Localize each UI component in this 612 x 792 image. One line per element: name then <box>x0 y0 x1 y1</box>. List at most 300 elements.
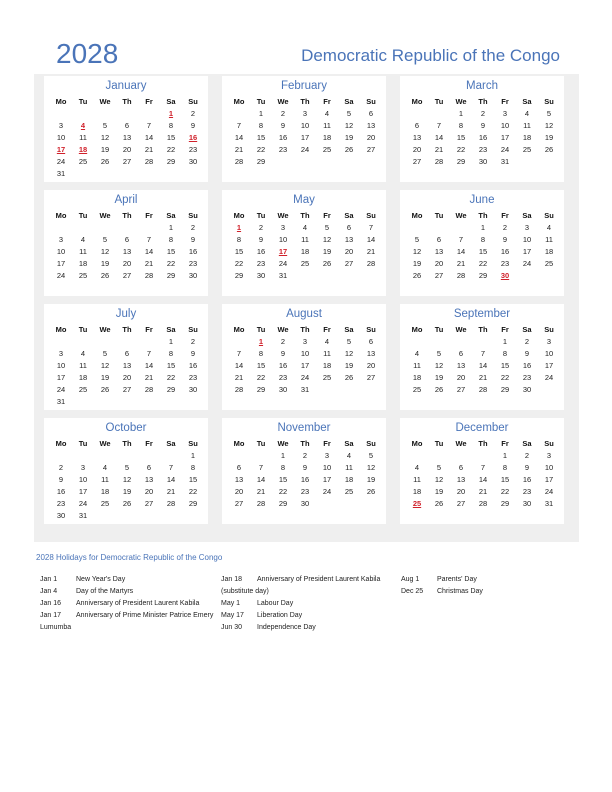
holiday-name: Anniversary of President Laurent Kabila (substitute day) <box>221 576 381 595</box>
holiday-date: Jan 1 <box>40 576 58 583</box>
month-february <box>222 76 386 182</box>
empty-cell <box>160 510 182 522</box>
week-row <box>222 450 386 462</box>
day-cell: 26 <box>544 145 554 154</box>
empty-cell <box>138 450 160 462</box>
weekday-label: Tu <box>256 439 266 448</box>
week-row <box>222 270 386 282</box>
month-november <box>222 418 386 524</box>
day-cell: 10 <box>300 349 310 358</box>
day-cell: 5 <box>368 451 374 460</box>
day-cell: 10 <box>500 121 510 130</box>
day-cell: 25 <box>322 145 332 154</box>
empty-cell <box>50 108 72 120</box>
month-june <box>400 190 564 296</box>
day-cell: 16 <box>522 475 532 484</box>
empty-cell <box>72 396 94 408</box>
holiday-name: Labour Day <box>257 600 294 607</box>
weekday-label: Th <box>122 211 132 220</box>
empty-cell <box>406 222 428 234</box>
month-july <box>44 304 208 410</box>
day-cell: 13 <box>122 361 132 370</box>
week-row <box>400 336 564 348</box>
day-cell: 25 <box>412 385 422 394</box>
empty-cell <box>272 156 294 168</box>
holiday-name: Day of the Martyrs <box>76 588 134 595</box>
day-cell: 3 <box>80 463 86 472</box>
day-cell: 29 <box>256 157 266 166</box>
weekday-label: Sa <box>344 97 354 106</box>
day-cell: 27 <box>412 157 422 166</box>
day-cell: 16 <box>278 133 288 142</box>
month-september <box>400 304 564 410</box>
day-cell: 13 <box>366 349 376 358</box>
weekday-label: Su <box>366 97 376 106</box>
day-cell: 27 <box>122 157 132 166</box>
day-cell: 17 <box>500 133 510 142</box>
weekday-label: Tu <box>434 97 444 106</box>
day-cell: 14 <box>456 247 466 256</box>
day-cell: 4 <box>324 337 330 346</box>
day-cell: 14 <box>234 133 244 142</box>
weekday-header <box>222 95 386 108</box>
day-cell: 24 <box>522 259 532 268</box>
weekday-header <box>44 323 208 336</box>
day-cell: 14 <box>478 361 488 370</box>
day-cell: 14 <box>144 361 154 370</box>
empty-cell <box>228 450 250 462</box>
day-cell: 21 <box>456 259 466 268</box>
day-cell: 7 <box>236 349 242 358</box>
holiday-item <box>40 586 215 598</box>
weekday-label: Mo <box>233 439 245 448</box>
day-cell: 2 <box>258 223 264 232</box>
day-cell: 20 <box>344 247 354 256</box>
weekday-label: We <box>277 211 289 220</box>
day-cell: 8 <box>280 463 286 472</box>
week-row <box>400 258 564 270</box>
week-row <box>222 222 386 234</box>
day-cell: 22 <box>166 373 176 382</box>
week-row <box>222 498 386 510</box>
day-cell: 30 <box>188 385 198 394</box>
holiday-day: 25 <box>412 499 422 508</box>
day-cell: 15 <box>188 475 198 484</box>
day-cell: 8 <box>168 121 174 130</box>
empty-cell <box>116 510 138 522</box>
day-cell: 19 <box>544 133 554 142</box>
day-cell: 23 <box>522 487 532 496</box>
day-cell: 7 <box>458 235 464 244</box>
holiday-item <box>40 598 215 610</box>
day-cell: 24 <box>78 499 88 508</box>
empty-cell <box>116 168 138 180</box>
day-cell: 6 <box>146 463 152 472</box>
day-cell: 8 <box>502 349 508 358</box>
weekday-label: We <box>455 97 467 106</box>
empty-cell <box>316 270 338 282</box>
day-cell: 8 <box>258 121 264 130</box>
day-cell: 17 <box>322 475 332 484</box>
day-cell: 4 <box>524 109 530 118</box>
empty-cell <box>450 336 472 348</box>
day-cell: 17 <box>56 259 66 268</box>
empty-cell <box>294 156 316 168</box>
empty-cell <box>182 396 204 408</box>
month-name: March <box>466 80 498 92</box>
weekday-label: Mo <box>233 97 245 106</box>
week-row <box>44 450 208 462</box>
day-cell: 4 <box>302 223 308 232</box>
holiday-date: Jun 30 <box>221 624 243 631</box>
day-cell: 29 <box>500 385 510 394</box>
day-cell: 25 <box>78 385 88 394</box>
day-cell: 27 <box>122 271 132 280</box>
empty-cell <box>94 336 116 348</box>
empty-cell <box>94 396 116 408</box>
day-cell: 9 <box>524 349 530 358</box>
day-cell: 8 <box>258 349 264 358</box>
day-cell: 16 <box>56 487 66 496</box>
day-cell: 26 <box>434 499 444 508</box>
day-cell: 24 <box>56 157 66 166</box>
day-cell: 21 <box>366 247 376 256</box>
week-row <box>400 360 564 372</box>
weekday-label: Th <box>478 211 488 220</box>
weekday-label: Mo <box>411 439 423 448</box>
day-cell: 5 <box>414 235 420 244</box>
empty-cell <box>94 168 116 180</box>
holiday-column-3 <box>401 574 551 598</box>
day-cell: 26 <box>322 259 332 268</box>
week-row <box>400 348 564 360</box>
month-name: August <box>286 308 322 320</box>
day-cell: 31 <box>56 397 66 406</box>
empty-cell <box>516 156 538 168</box>
day-cell: 29 <box>166 271 176 280</box>
day-cell: 11 <box>301 235 309 244</box>
day-cell: 25 <box>322 373 332 382</box>
day-cell: 24 <box>322 487 332 496</box>
day-cell: 31 <box>78 511 88 520</box>
weekday-label: Mo <box>411 211 423 220</box>
day-cell: 6 <box>414 121 420 130</box>
holiday-item <box>401 586 551 598</box>
holiday-name: Independence Day <box>257 624 316 631</box>
day-cell: 15 <box>500 475 510 484</box>
day-cell: 2 <box>190 223 196 232</box>
empty-cell <box>94 222 116 234</box>
day-cell: 7 <box>368 223 374 232</box>
weekday-header <box>400 323 564 336</box>
day-cell: 23 <box>522 373 532 382</box>
day-cell: 1 <box>480 223 486 232</box>
week-row <box>222 384 386 396</box>
day-cell: 5 <box>102 235 108 244</box>
holidays-title: 2028 Holidays for Democratic Republic of the Congo <box>36 553 223 562</box>
day-cell: 12 <box>344 121 354 130</box>
weekday-label: Th <box>300 439 310 448</box>
weekday-label: Sa <box>344 439 354 448</box>
weekday-label: Mo <box>411 325 423 334</box>
weekday-label: We <box>455 211 467 220</box>
day-cell: 10 <box>322 463 332 472</box>
day-cell: 5 <box>346 109 352 118</box>
empty-cell <box>228 108 250 120</box>
day-cell: 31 <box>300 385 310 394</box>
day-cell: 1 <box>458 109 464 118</box>
week-row <box>44 336 208 348</box>
day-cell: 23 <box>56 499 66 508</box>
day-cell: 25 <box>100 499 110 508</box>
empty-cell <box>138 510 160 522</box>
day-cell: 20 <box>412 145 422 154</box>
empty-cell <box>338 498 360 510</box>
day-cell: 25 <box>544 259 554 268</box>
day-cell: 15 <box>500 361 510 370</box>
day-cell: 26 <box>122 499 132 508</box>
year-title: 2028 <box>56 38 119 69</box>
week-row <box>400 450 564 462</box>
day-cell: 1 <box>168 337 174 346</box>
day-cell: 6 <box>458 463 464 472</box>
weekday-label: We <box>99 211 111 220</box>
day-cell: 8 <box>480 235 486 244</box>
day-cell: 29 <box>500 499 510 508</box>
day-cell: 23 <box>188 145 198 154</box>
day-cell: 5 <box>102 349 108 358</box>
weekday-label: Sa <box>166 97 176 106</box>
day-cell: 2 <box>524 337 530 346</box>
day-cell: 17 <box>78 487 88 496</box>
empty-cell <box>406 108 428 120</box>
day-cell: 17 <box>56 373 66 382</box>
empty-cell <box>338 156 360 168</box>
weekday-header <box>44 95 208 108</box>
holiday-name: Anniversary of President Laurent Kabila <box>76 600 200 607</box>
day-cell: 16 <box>500 247 510 256</box>
day-cell: 19 <box>344 133 354 142</box>
day-cell: 23 <box>188 259 198 268</box>
weekday-label: Sa <box>522 325 532 334</box>
day-cell: 2 <box>58 463 64 472</box>
day-cell: 30 <box>478 157 488 166</box>
day-cell: 19 <box>100 145 110 154</box>
day-cell: 9 <box>524 463 530 472</box>
day-cell: 3 <box>524 223 530 232</box>
day-cell: 1 <box>280 451 286 460</box>
weekday-header <box>400 209 564 222</box>
day-cell: 29 <box>166 157 176 166</box>
empty-cell <box>406 450 428 462</box>
day-cell: 22 <box>234 259 244 268</box>
day-cell: 22 <box>478 259 488 268</box>
day-cell: 5 <box>436 463 442 472</box>
empty-cell <box>50 222 72 234</box>
day-cell: 11 <box>413 475 421 484</box>
week-row <box>44 474 208 486</box>
empty-cell <box>450 222 472 234</box>
day-cell: 8 <box>190 463 196 472</box>
day-cell: 29 <box>234 271 244 280</box>
day-cell: 6 <box>368 109 374 118</box>
day-cell: 2 <box>302 451 308 460</box>
day-cell: 9 <box>302 463 308 472</box>
holiday-date: Dec 25 <box>401 588 424 595</box>
week-row <box>44 234 208 246</box>
week-row <box>44 348 208 360</box>
holiday-day: 1 <box>168 109 174 118</box>
weekday-label: Tu <box>434 211 444 220</box>
day-cell: 2 <box>480 109 486 118</box>
day-cell: 29 <box>478 271 488 280</box>
day-cell: 8 <box>502 463 508 472</box>
day-cell: 22 <box>278 487 288 496</box>
weekday-label: Fr <box>145 97 153 106</box>
day-cell: 20 <box>144 487 154 496</box>
empty-cell <box>116 222 138 234</box>
day-cell: 13 <box>456 361 466 370</box>
day-cell: 28 <box>478 499 488 508</box>
day-cell: 19 <box>434 373 444 382</box>
week-row <box>222 360 386 372</box>
empty-cell <box>250 450 272 462</box>
day-cell: 26 <box>100 157 110 166</box>
day-cell: 15 <box>278 475 288 484</box>
day-cell: 16 <box>478 133 488 142</box>
day-cell: 6 <box>346 223 352 232</box>
weekday-label: Su <box>188 97 198 106</box>
day-cell: 26 <box>366 487 376 496</box>
weekday-label: Mo <box>55 439 67 448</box>
weekday-label: We <box>455 325 467 334</box>
day-cell: 21 <box>478 373 488 382</box>
day-cell: 28 <box>144 385 154 394</box>
day-cell: 11 <box>545 235 553 244</box>
empty-cell <box>50 336 72 348</box>
week-row <box>222 336 386 348</box>
week-row <box>44 360 208 372</box>
day-cell: 22 <box>166 259 176 268</box>
day-cell: 21 <box>234 373 244 382</box>
day-cell: 11 <box>79 247 87 256</box>
day-cell: 12 <box>344 349 354 358</box>
week-row <box>400 498 564 510</box>
day-cell: 22 <box>256 373 266 382</box>
week-row <box>44 246 208 258</box>
weekday-label: Su <box>544 97 554 106</box>
day-cell: 27 <box>144 499 154 508</box>
day-cell: 11 <box>523 121 531 130</box>
day-cell: 13 <box>344 235 354 244</box>
holiday-day: 1 <box>258 337 264 346</box>
day-cell: 13 <box>412 133 422 142</box>
day-cell: 12 <box>412 247 422 256</box>
calendar-grid <box>34 74 579 542</box>
day-cell: 19 <box>322 247 332 256</box>
weekday-label: Sa <box>166 211 176 220</box>
day-cell: 16 <box>256 247 266 256</box>
day-cell: 27 <box>234 499 244 508</box>
weekday-label: Mo <box>233 325 245 334</box>
day-cell: 31 <box>544 499 554 508</box>
weekday-label: Sa <box>522 97 532 106</box>
day-cell: 19 <box>122 487 132 496</box>
weekday-label: Th <box>300 211 310 220</box>
day-cell: 3 <box>58 349 64 358</box>
day-cell: 18 <box>322 361 332 370</box>
empty-cell <box>72 108 94 120</box>
day-cell: 20 <box>456 487 466 496</box>
day-cell: 24 <box>500 145 510 154</box>
weekday-label: Fr <box>323 211 331 220</box>
day-cell: 8 <box>458 121 464 130</box>
empty-cell <box>294 270 316 282</box>
day-cell: 27 <box>122 385 132 394</box>
day-cell: 4 <box>80 349 86 358</box>
day-cell: 23 <box>256 259 266 268</box>
day-cell: 24 <box>56 385 66 394</box>
day-cell: 13 <box>234 475 244 484</box>
empty-cell <box>94 108 116 120</box>
day-cell: 27 <box>366 145 376 154</box>
day-cell: 21 <box>144 145 154 154</box>
holiday-date: May 17 <box>221 612 244 619</box>
holiday-day: 18 <box>78 145 88 154</box>
day-cell: 29 <box>456 157 466 166</box>
day-cell: 8 <box>168 235 174 244</box>
day-cell: 22 <box>256 145 266 154</box>
day-cell: 11 <box>345 463 353 472</box>
day-cell: 28 <box>478 385 488 394</box>
day-cell: 15 <box>166 361 176 370</box>
day-cell: 18 <box>344 475 354 484</box>
empty-cell <box>138 108 160 120</box>
holiday-item <box>221 610 381 622</box>
day-cell: 19 <box>100 259 110 268</box>
day-cell: 14 <box>166 475 176 484</box>
weekday-label: Mo <box>55 97 67 106</box>
day-cell: 21 <box>144 373 154 382</box>
weekday-label: Mo <box>55 325 67 334</box>
day-cell: 16 <box>522 361 532 370</box>
day-cell: 12 <box>100 133 110 142</box>
holiday-day: 17 <box>278 247 288 256</box>
weekday-label: Tu <box>256 325 266 334</box>
week-row <box>400 486 564 498</box>
empty-cell <box>228 336 250 348</box>
day-cell: 24 <box>544 487 554 496</box>
day-cell: 12 <box>100 247 110 256</box>
day-cell: 16 <box>188 247 198 256</box>
holiday-date: Aug 1 <box>401 576 420 583</box>
day-cell: 27 <box>456 499 466 508</box>
day-cell: 20 <box>122 373 132 382</box>
day-cell: 28 <box>366 259 376 268</box>
day-cell: 30 <box>256 271 266 280</box>
day-cell: 12 <box>366 463 376 472</box>
weekday-label: Sa <box>344 325 354 334</box>
day-cell: 9 <box>190 349 196 358</box>
day-cell: 16 <box>188 361 198 370</box>
day-cell: 2 <box>280 337 286 346</box>
day-cell: 12 <box>434 361 444 370</box>
empty-cell <box>338 384 360 396</box>
day-cell: 5 <box>324 223 330 232</box>
day-cell: 4 <box>346 451 352 460</box>
week-row <box>44 384 208 396</box>
week-row <box>44 372 208 384</box>
